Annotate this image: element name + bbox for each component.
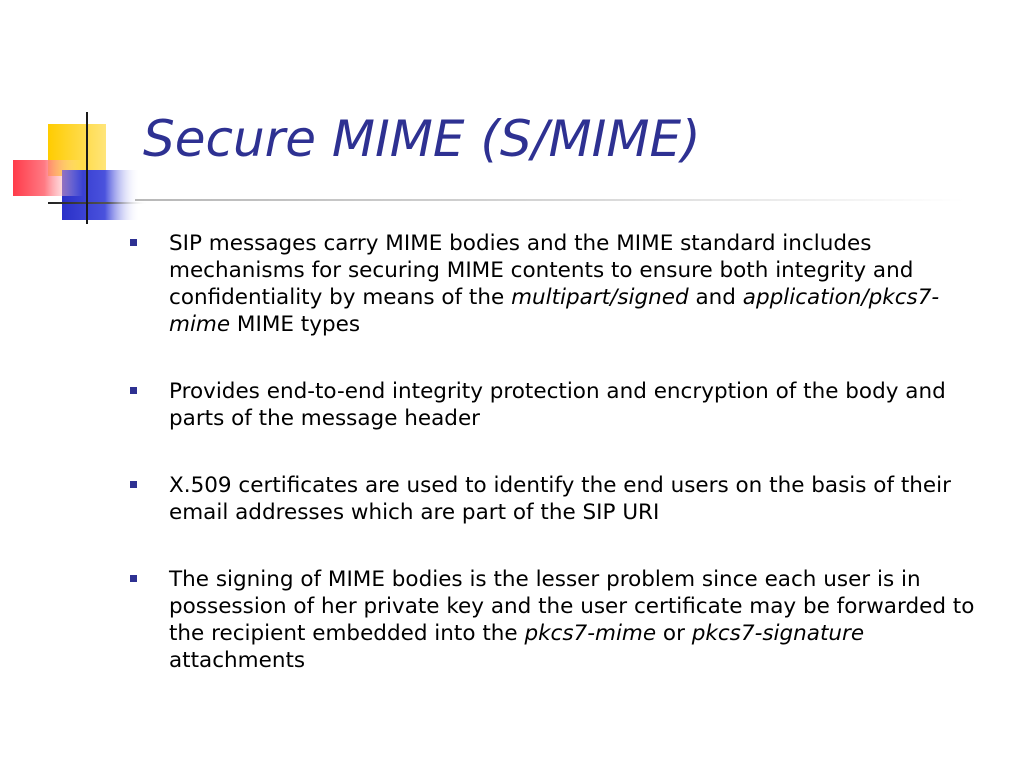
- bullet-item: [129, 472, 989, 526]
- bullet-italic-term: pkcs7-mime: [524, 621, 657, 646]
- bullet-italic-term: pkcs7-signature: [691, 621, 865, 646]
- bullet-text: or: [656, 621, 692, 646]
- vertical-rule: [86, 112, 88, 224]
- square-bullet-icon: [130, 387, 137, 394]
- bullet-text: X.509 certificates are used to identify the end users on the basis of their email addresses which are part of the SIP URI: [169, 473, 951, 525]
- bullet-text: SIP messages carry MIME bodies and the MIME standard includes mechanisms for securing MIME contents to ensure both integrity and confidentiality by means of the: [169, 231, 914, 310]
- bullet-item: [129, 378, 989, 432]
- bullet-list: [129, 230, 989, 714]
- bullet-text: Provides end-to-end integrity protection and encryption of the body and parts of the message header: [169, 379, 946, 431]
- square-bullet-icon: [130, 239, 137, 246]
- bullet-italic-term: multipart/signed: [511, 285, 689, 310]
- bullet-text: and: [688, 285, 743, 310]
- bullet-item: [129, 566, 989, 674]
- title-underline: [135, 199, 965, 201]
- bullet-italic-term: application/pkcs7-mime: [169, 285, 940, 337]
- bullet-text: MIME types: [230, 312, 361, 337]
- horizontal-rule: [48, 202, 148, 204]
- bullet-item: [129, 230, 989, 338]
- bullet-text: attachments: [169, 648, 306, 673]
- slide-title: Secure MIME (S/MIME): [143, 110, 701, 168]
- square-bullet-icon: [130, 481, 137, 488]
- bullet-text: The signing of MIME bodies is the lesser problem since each user is in possession of her private key and the user certificate may be forwarded to the recipient embedded into the: [169, 567, 975, 646]
- red-square: [13, 160, 83, 196]
- square-bullet-icon: [130, 575, 137, 582]
